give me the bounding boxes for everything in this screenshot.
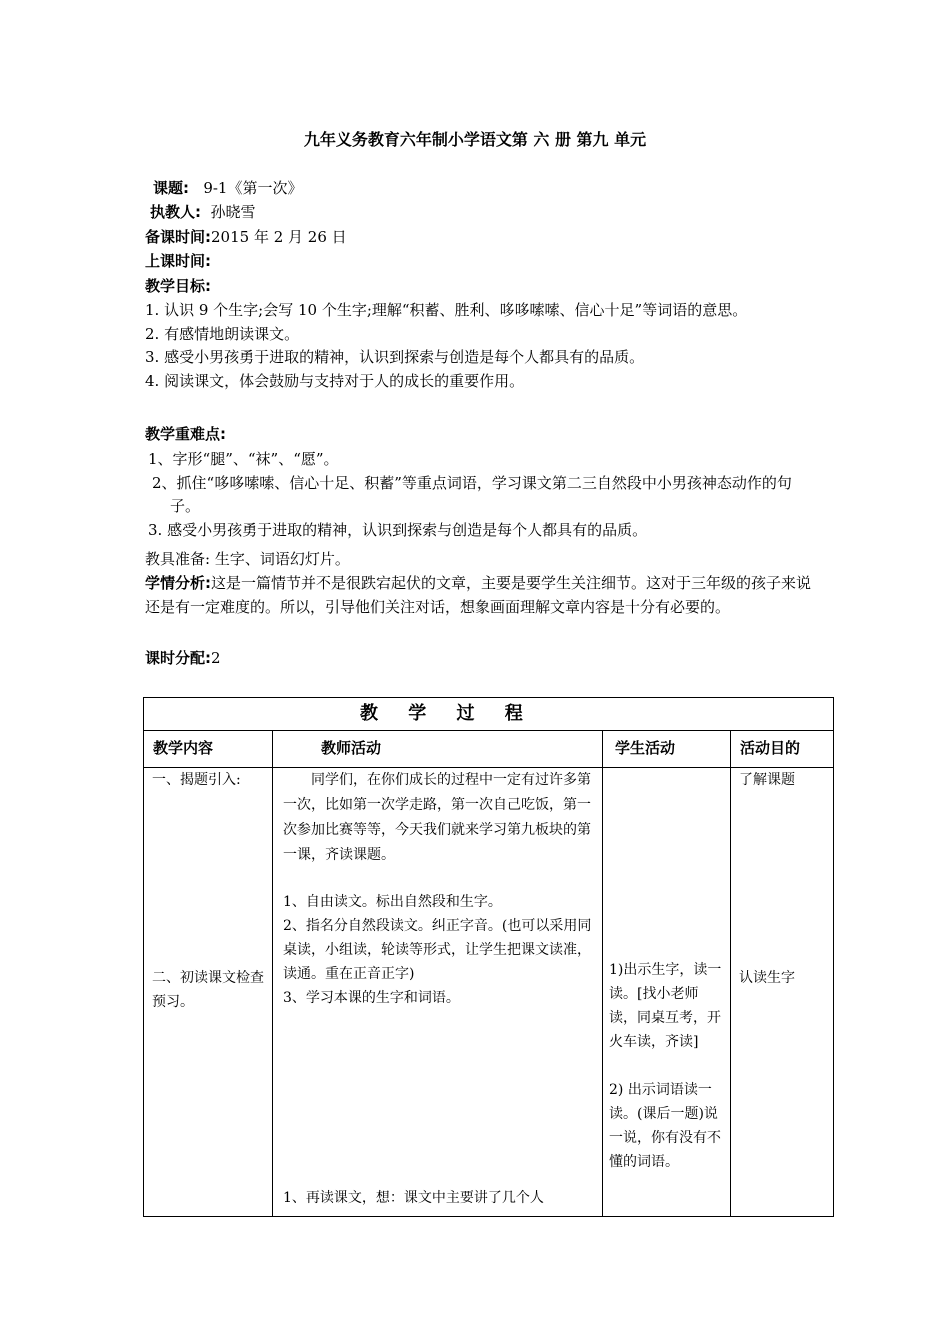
process-table: [143, 697, 834, 1217]
goal-item: 4. 阅读课文，体会鼓励与支持对于人的成长的重要作用。: [145, 371, 525, 390]
student-activity: 2) 出示词语读一读。(课后一题)说一说，你有没有不懂的词语。: [609, 1082, 721, 1170]
content-item: 一、揭题引入:: [152, 772, 241, 788]
teacher-cell: [273, 768, 603, 1217]
periods-line: [145, 648, 221, 668]
teacher-step: 2、指名分自然段读文。纠正字音。(也可以采用同桌读，小组读，轮读等形式，让学生把课文读准，读通。重在正音正字): [283, 918, 592, 982]
teacher-label: 执教人:: [150, 203, 201, 221]
teacher-value: 孙晓雪: [210, 203, 256, 221]
prep-time-line: [145, 227, 347, 247]
content-item: 二、初读课文检查预习。: [152, 970, 264, 1010]
column-header: 学生活动: [603, 731, 731, 768]
goal-item: 1. 认识 9 个生字;会写 10 个生字;理解“积蓄、胜利、哆哆嗦嗦、信心十足”等词语的意思。: [145, 301, 748, 319]
student-activity: 1)出示生字，读一读。[找小老师读，同桌互考，开火车读，齐读]: [609, 962, 722, 1050]
prep-time-label: 备课时间:: [145, 228, 211, 246]
prep-time-value: 2015 年 2 月 26 日: [211, 228, 347, 246]
purpose-item: 了解课题: [739, 772, 795, 788]
teacher-step: 1、自由读文。标出自然段和生字。: [283, 894, 502, 910]
goals-list: [145, 299, 815, 393]
key-points-heading: 教学重难点:: [145, 425, 226, 443]
key-point-item: 1、字形“腿”、“袜”、“愿”。: [148, 450, 339, 468]
teacher-step: 1、再读课文，想：课文中主要讲了几个人: [283, 1190, 544, 1206]
teacher-step: 3、学习本课的生字和词语。: [283, 990, 460, 1006]
analysis-label: 学情分析:: [145, 574, 211, 592]
periods-label: 课时分配:: [145, 649, 211, 667]
analysis-text: 这是一篇情节并不是很跌宕起伏的文章，主要是要学生关注细节。这对于三年级的孩子来说还是有一定难度的。所以，引导他们关注对话，想象画面理解文章内容是十分有必要的。: [145, 574, 812, 616]
content-cell: [144, 768, 273, 1217]
lesson-value: 9-1《第一次》: [203, 179, 303, 197]
materials-line: 教具准备: 生字、词语幻灯片。: [145, 550, 350, 568]
student-cell: [603, 768, 731, 1217]
key-points-list: [148, 448, 818, 542]
periods-value: 2: [211, 649, 221, 667]
goal-item: 3. 感受小男孩勇于进取的精神，认识到探索与创造是每个人都具有的品质。: [145, 348, 645, 366]
class-time-label: 上课时间:: [145, 252, 211, 270]
lesson-label: 课题:: [153, 179, 189, 197]
document-title: 九年义务教育六年制小学语文第 六 册 第九 单元: [303, 130, 647, 149]
class-time-line: [145, 251, 211, 271]
process-heading: 教 学 过 程: [144, 698, 834, 731]
teacher-line: [150, 202, 256, 222]
teacher-intro: 同学们，在你们成长的过程中一定有过许多第一次，比如第一次学走路，第一次自己吃饭，第一次参加比赛等等，今天我们就来学习第九板块的第一课，齐读课题。: [283, 772, 591, 863]
goal-item: 2. 有感情地朗读课文。: [145, 324, 300, 343]
purpose-item: 认读生字: [739, 970, 795, 986]
key-point-item: 2、抓住“哆哆嗦嗦、信心十足、积蓄”等重点词语，学习课文第二三自然段中小男孩神态动作的句子。: [152, 473, 792, 515]
purpose-cell: [731, 768, 834, 1217]
column-header: 活动目的: [731, 731, 834, 768]
goals-heading: 教学目标:: [145, 277, 211, 295]
key-point-item: 3. 感受小男孩勇于进取的精神，认识到探索与创造是每个人都具有的品质。: [148, 520, 648, 539]
column-header: 教师活动: [273, 731, 603, 768]
analysis-block: [145, 572, 815, 619]
lesson-line: [153, 178, 302, 198]
column-header: 教学内容: [144, 731, 273, 768]
